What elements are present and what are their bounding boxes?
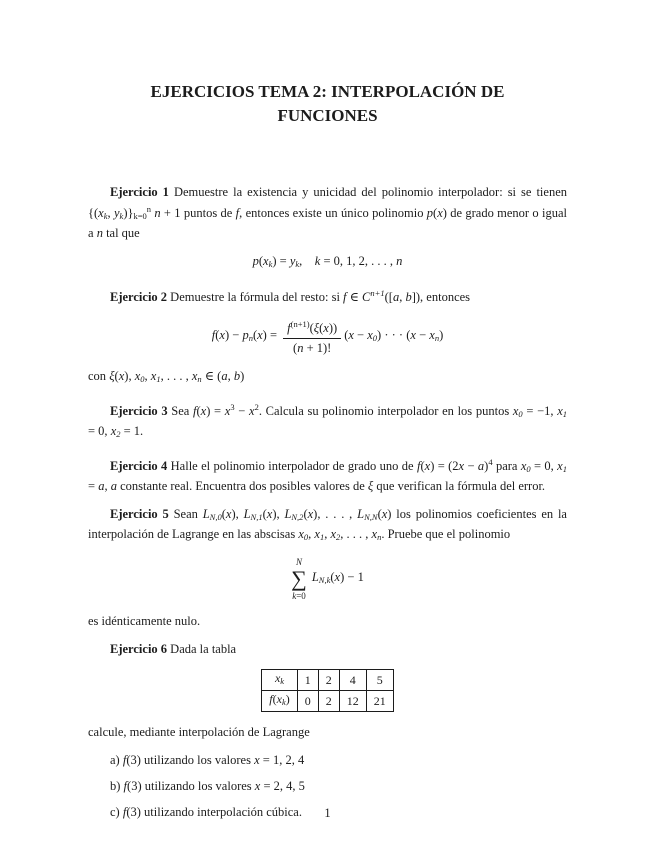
- table-cell: 2: [318, 691, 339, 712]
- table-row-fxk: [262, 691, 393, 712]
- fraction-numerator: $f^{(n+1)}(\xi(x))$: [283, 317, 341, 339]
- exercise-6-text: Dada la tabla: [167, 642, 237, 656]
- exercise-3-label: Ejercicio 3: [110, 404, 168, 418]
- exercise-2-formula: [88, 317, 567, 356]
- formula-2-rhs: (x − x0) · · · (x − xn): [344, 327, 444, 343]
- exercise-2-text: Demuestre la fórmula del resto: si f ∈ $C^{n+1}([a$, b]), entonces: [167, 288, 471, 304]
- exercise-4-text: Halle el polinomio interpolador de grado uno de $f(x) = (2x - a)^4$ para x0 = 0, x1 = a, a constante real. Encuentra dos posibles valores de ξ que verifican la fórmula del error.: [88, 457, 571, 493]
- table-cell: 1: [297, 670, 318, 691]
- exercise-6-item-a: [88, 752, 567, 769]
- exercise-2-label: Ejercicio 2: [110, 290, 168, 304]
- item-c-text: c) f(3) utilizando interpolación cúbica.: [110, 805, 302, 819]
- exercise-5-text: Sean LN,0(x), LN,1(x), LN,2(x), . . . , LN,N(x) los polinomios coeficientes en la interpolación de Lagrange en las abscisas x0, x1, x2, . . . , xn. Pruebe que el polinomio: [88, 507, 571, 542]
- page-number: 1: [324, 806, 331, 820]
- exercise-4-label: Ejercicio 4: [110, 459, 168, 473]
- formula-3-body: LN,k(x) − 1: [311, 570, 364, 585]
- fxk-label: f(xk): [269, 692, 290, 707]
- table-cell: 4: [339, 670, 366, 691]
- exercise-4-paragraph: [88, 454, 571, 495]
- exercise-2-note: [88, 368, 567, 388]
- formula-2-lhs: f(x) − pn(x) =: [211, 327, 281, 343]
- exercise-1-text: Demuestre la existencia y unicidad del polinomio interpolador: si se tienen {(xk, $yk)\}k=0^n$ n + 1 puntos de f, entonces existe un único polinomio p(x) de grado menor o igual a n tal que: [88, 185, 571, 240]
- summation-lower-limit: k=0: [292, 591, 306, 601]
- table-cell-fxk-label: [262, 691, 297, 712]
- sigma-icon: ∑: [291, 566, 307, 591]
- exercise-1-label: Ejercicio 1: [110, 185, 169, 199]
- item-a-text: a) f(3) utilizando los valores x = 1, 2, 4: [110, 753, 305, 767]
- exercise-5-note: es idénticamente nulo.: [88, 614, 201, 628]
- title-line-1: EJERCICIOS TEMA 2: INTERPOLACIÓN DE: [150, 82, 505, 101]
- exercise-5-formula: [88, 557, 567, 601]
- exercise-2-paragraph: [88, 285, 567, 306]
- exercise-6-paragraph: [88, 641, 567, 658]
- table-cell: 21: [366, 691, 393, 712]
- document-title: [88, 80, 567, 128]
- exercise-1-formula: [88, 253, 567, 273]
- table-row-xk: [262, 670, 393, 691]
- xk-label: xk: [274, 671, 285, 686]
- data-table: [261, 669, 393, 712]
- item-b-text: b) f(3) utilizando los valores x = 2, 4, 5: [110, 779, 305, 793]
- formula-1-body: p(xk) = yk, k = 0, 1, 2, . . . , n: [252, 254, 403, 269]
- table-cell: 2: [318, 670, 339, 691]
- exercise-3-text: Sea $f(x) = x^3 - x^2$. Calcula su polinomio interpolador en los puntos x0 = −1, x1 = 0, x2 = 1.: [88, 402, 571, 439]
- fraction-denominator: (n + 1)!: [293, 341, 332, 355]
- exercise-6-outro: calcule, mediante interpolación de Lagrange: [88, 725, 310, 739]
- exercise-1-paragraph: [88, 184, 571, 242]
- exercise-2-note-text: con ξ(x), x0, x1, . . . , xn ∈ (a, b): [88, 369, 245, 384]
- title-line-2: FUNCIONES: [277, 106, 378, 125]
- exercise-6-item-b: [88, 778, 567, 795]
- table-cell-xk-label: [262, 670, 297, 691]
- exercise-5-paragraph: [88, 506, 571, 546]
- summation-upper-limit: N: [295, 557, 302, 567]
- exercise-5-label: Ejercicio 5: [110, 507, 169, 521]
- summation-symbol-block: [291, 557, 307, 601]
- table-cell: 0: [297, 691, 318, 712]
- table-cell: 12: [339, 691, 366, 712]
- table-cell: 5: [366, 670, 393, 691]
- formula-2-fraction: [283, 317, 341, 356]
- exercise-6-label: Ejercicio 6: [110, 642, 168, 656]
- exercise-3-paragraph: [88, 399, 571, 443]
